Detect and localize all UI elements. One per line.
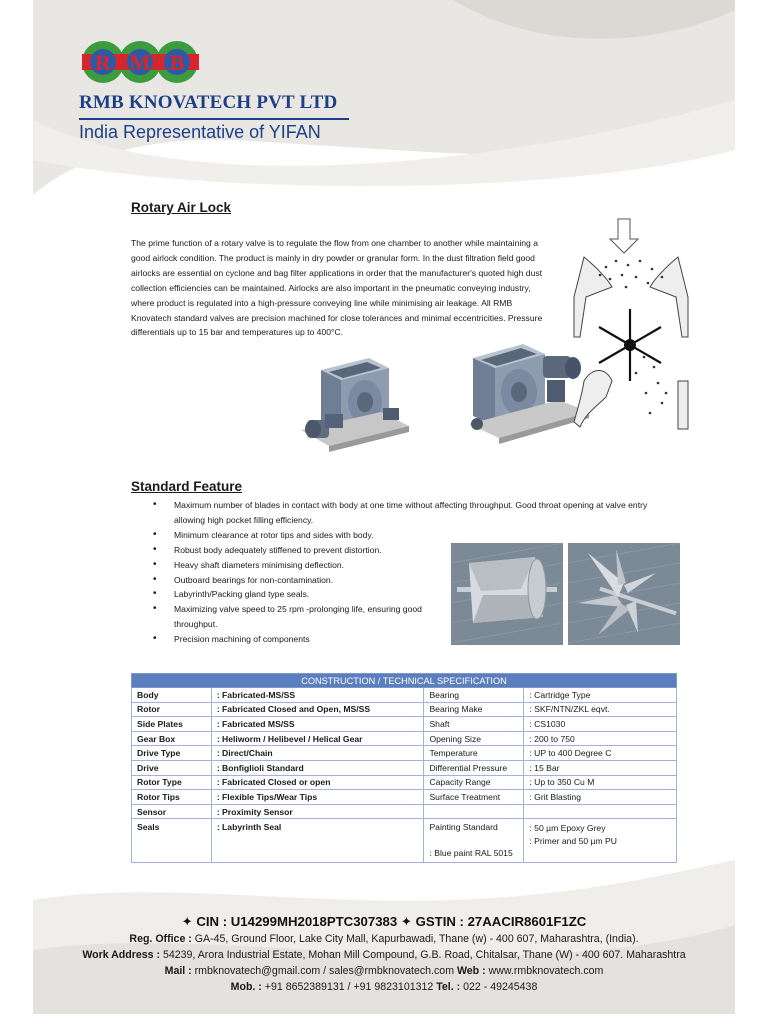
rotor-photo-2: [568, 543, 680, 645]
work-address-line: [33, 947, 735, 963]
table-row: [132, 702, 677, 717]
rmb-logo: [78, 36, 203, 88]
spec-key: Painting Standard: [429, 822, 498, 833]
spec-value: : Up to 350 Cu M: [524, 775, 677, 790]
spec-value: : Fabricated Closed or open: [211, 775, 424, 790]
spec-key: [424, 804, 524, 819]
spec-key: Temperature: [424, 746, 524, 761]
reg-office-address: GA-45, Ground Floor, Lake City Mall, Kapurbawadi, Thane (w) - 400 607, Maharashtra, (India).: [191, 933, 639, 945]
spec-value: : Labyrinth Seal: [211, 819, 424, 863]
tagline: India Representative of YIFAN: [79, 122, 321, 142]
spec-key: Sensor: [132, 804, 212, 819]
feature-item: • Labyrinth/Packing gland type seals.: [151, 587, 451, 602]
spec-value: : Heliworm / Helibevel / Helical Gear: [211, 731, 424, 746]
web-label: Web :: [456, 965, 486, 977]
feature-item: • Maximizing valve speed to 25 rpm -prolonging life, ensuring good throughput.: [151, 602, 451, 632]
spec-value: : 15 Bar: [524, 760, 677, 775]
spec-value: : Fabricated Closed and Open, MS/SS: [211, 702, 424, 717]
spec-key: Capacity Range: [424, 775, 524, 790]
spec-value: : Flexible Tips/Wear Tips: [211, 790, 424, 805]
feature-item: • Outboard bearings for non-contamination.: [151, 573, 651, 588]
work-address: 54239, Arora Industrial Estate, Mohan Mill Compound, G.B. Road, Chitalsar, Thane (W) - 400 607. Maharashtra: [160, 949, 686, 961]
spec-value: : Fabricated MS/SS: [211, 717, 424, 732]
features-title: Standard Feature: [131, 479, 243, 494]
spec-key: Drive Type: [132, 746, 212, 761]
spec-key: Body: [132, 688, 212, 703]
spec-value: : 200 to 750: [524, 731, 677, 746]
feature-item: • Robust body adequately stiffened to prevent distortion.: [151, 543, 651, 558]
svg-text:B: B: [169, 50, 185, 75]
airlock-schematic: [566, 217, 696, 432]
company-name: RMB KNOVATECH PVT LTD: [79, 92, 338, 113]
spec-value: : Bonfiglioli Standard: [211, 760, 424, 775]
painting-standard-cell: [424, 819, 524, 863]
table-row: [132, 717, 677, 732]
work-address-label: Work Address :: [82, 949, 161, 961]
spec-key: Opening Size: [424, 731, 524, 746]
spec-key: Rotor Type: [132, 775, 212, 790]
telephone-number: 022 - 49245438: [460, 981, 538, 993]
spec-value: : Primer and 50 µm PU: [529, 836, 617, 847]
svg-text:R: R: [95, 50, 111, 75]
website-link[interactable]: www.rmbknovatech.com: [485, 965, 604, 977]
table-row: [132, 760, 677, 775]
spec-table: [131, 673, 677, 863]
spec-value: : Direct/Chain: [211, 746, 424, 761]
spec-key: Rotor: [132, 702, 212, 717]
brochure-page: [33, 0, 735, 1014]
feature-item: • Maximum number of blades in contact with body at one time without affecting throughput. Good throat opening at valve entry allowing high pocket filling efficiency.: [151, 498, 651, 528]
rotary-valve-image-1: [291, 350, 419, 468]
rotor-photo-1: [451, 543, 563, 645]
spec-key: Differential Pressure: [424, 760, 524, 775]
spec-key: Bearing Make: [424, 702, 524, 717]
cin-gstin-line: ✦ CIN : U14299MH2018PTC307383 ✦ GSTIN : 27AACIR8601F1ZC: [181, 914, 587, 929]
spec-key: Gear Box: [132, 731, 212, 746]
table-row: [132, 746, 677, 761]
contact-line: [33, 963, 735, 979]
spec-value: : SKF/NTN/ZKL eqvt.: [524, 702, 677, 717]
spec-key: Shaft: [424, 717, 524, 732]
svg-text:M: M: [129, 50, 151, 75]
footer: [33, 913, 735, 995]
email-address[interactable]: rmbknovatech@gmail.com / sales@rmbknovatech.com: [191, 965, 457, 977]
spec-key: Seals: [132, 819, 212, 863]
table-row: [132, 775, 677, 790]
mail-label: Mail :: [164, 965, 192, 977]
reg-office-line: [33, 931, 735, 947]
mobile-numbers: +91 8652389131 / +91 9823101312: [261, 981, 437, 993]
table-row: [132, 790, 677, 805]
spec-key: Surface Treatment: [424, 790, 524, 805]
spec-value: : Cartridge Type: [524, 688, 677, 703]
phone-line: [33, 979, 735, 995]
reg-office-label: Reg. Office :: [129, 933, 192, 945]
rotary-title: Rotary Air Lock: [131, 200, 232, 215]
spec-key: Drive: [132, 760, 212, 775]
spec-value: : UP to 400 Degree C: [524, 746, 677, 761]
feature-item: • Heavy shaft diameters minimising deflection.: [151, 558, 651, 573]
spec-key: Bearing: [424, 688, 524, 703]
spec-value: : Blue paint RAL 5015: [429, 848, 513, 859]
telephone-label: Tel. :: [436, 981, 461, 993]
painting-values-cell: [524, 819, 677, 863]
spec-key: Side Plates: [132, 717, 212, 732]
spec-value: : Fabricated-MS/SS: [211, 688, 424, 703]
table-row: [132, 688, 677, 703]
header-divider: [79, 118, 349, 120]
table-row: [132, 731, 677, 746]
table-row: [132, 819, 677, 863]
spec-table-title: CONSTRUCTION / TECHNICAL SPECIFICATION: [132, 674, 677, 688]
spec-key: Rotor Tips: [132, 790, 212, 805]
spec-value: : Proximity Sensor: [211, 804, 424, 819]
feature-item: • Precision machining of components: [151, 632, 651, 647]
rotary-description: The prime function of a rotary valve is to regulate the flow from one chamber to another while maintaining a good airlock condition. The product is mainly in dry powder or granular form. In the dust filtration field good airlocks are essential on cyclone and bag filter applications in order that the manufacturer's quoted high dust collection efficiencies can be maintained. Airlocks are also important in the pneumatic conveying industry, where product is regulated into a high-pressure conveying line while minimising air leakage. All RMB Knovatech standard valves are precision machined for close tolerances and minimal eccentricities. Pressure differentials up to 15 bar and temperatures up to 400°C.: [131, 238, 543, 338]
table-row: [132, 804, 677, 819]
spec-value: : Grit Blasting: [524, 790, 677, 805]
mobile-label: Mob. :: [230, 981, 262, 993]
spec-value: : CS1030: [524, 717, 677, 732]
feature-item: • Minimum clearance at rotor tips and sides with body.: [151, 528, 651, 543]
spec-value: [524, 804, 677, 819]
spec-value: : 50 µm Epoxy Grey: [529, 823, 606, 834]
